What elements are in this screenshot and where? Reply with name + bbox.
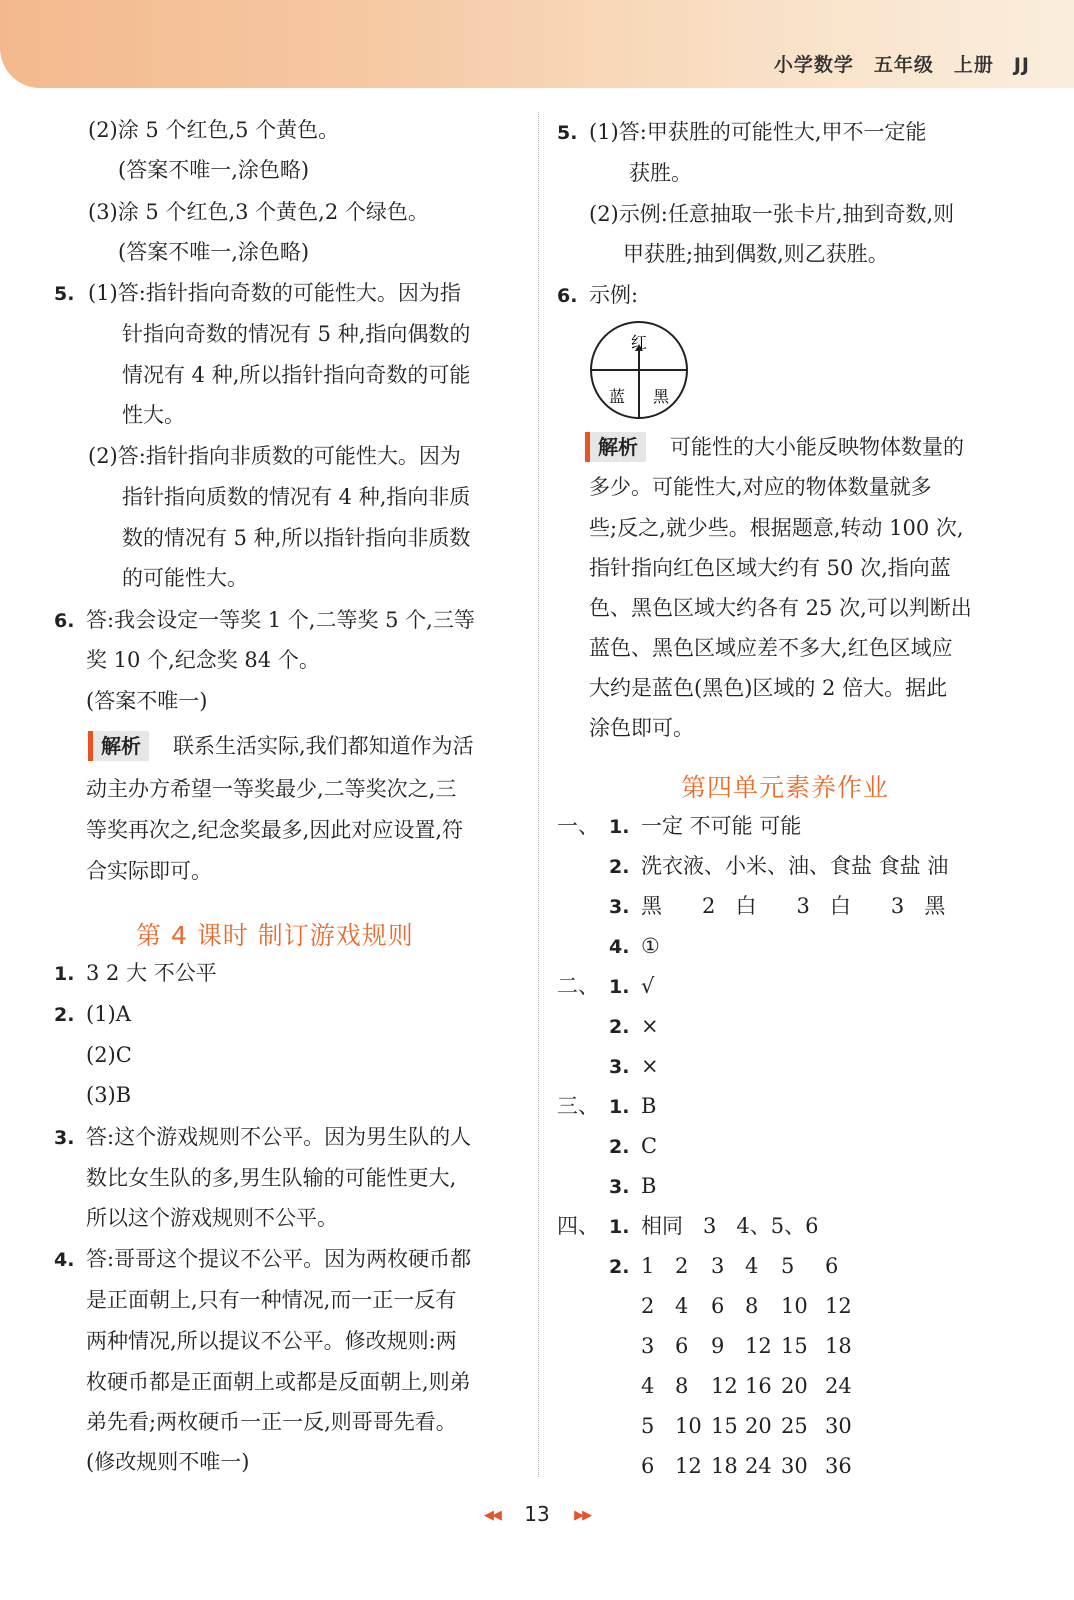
answer-line: (2)C: [86, 1043, 132, 1067]
book-info: [754, 50, 1030, 77]
table-cell: 5: [641, 1414, 655, 1438]
section-number: 二、: [557, 974, 599, 998]
answer-line: (答案不唯一): [86, 689, 208, 713]
table-cell: 2: [641, 1294, 655, 1318]
answer-line: (2)答:指针指向非质数的可能性大。因为: [88, 444, 461, 468]
red-label: 红: [630, 333, 648, 352]
blue-label: 蓝: [608, 387, 626, 406]
unit-title: 第四单元素养作业: [681, 773, 890, 802]
answer-line: (2)示例:任意抽取一张卡片,抽到奇数,则: [589, 202, 955, 226]
column-divider: [538, 112, 539, 1477]
question-number: 4.: [609, 936, 630, 958]
analysis-line: 些;反之,就少些。根据题意,转动 100 次,: [589, 516, 964, 540]
question-number: 5.: [54, 283, 75, 305]
question-number: 4.: [54, 1249, 75, 1271]
answer-line: (3)B: [86, 1083, 132, 1107]
question-number: 1.: [54, 963, 75, 985]
answer-line: 甲获胜;抽到偶数,则乙获胜。: [623, 242, 889, 266]
section-number: 三、: [557, 1094, 599, 1118]
answer-line: 奖 10 个,纪念奖 84 个。: [86, 648, 320, 672]
answer-line: 数的情况有 5 种,所以指针指向非质数: [122, 526, 471, 550]
table-cell: 20: [781, 1374, 808, 1398]
table-cell: 8: [675, 1374, 689, 1398]
analysis-line: 解析 联系生活实际,我们都知道作为活: [88, 726, 474, 766]
prev-arrow-icon: ◀◀: [483, 1508, 500, 1523]
table-cell: 1: [641, 1254, 655, 1278]
table-cell: 15: [781, 1334, 808, 1358]
analysis-tag: 解析: [585, 432, 646, 462]
grade-label: 五年级: [873, 54, 934, 76]
analysis-line: 合实际即可。: [86, 859, 212, 883]
question-number: 1.: [609, 976, 630, 998]
answer-line: (1)答:指针指向奇数的可能性大。因为指: [88, 281, 461, 305]
table-cell: 3: [711, 1254, 725, 1278]
answer-line: 答:我会设定一等奖 1 个,二等奖 5 个,三等: [86, 608, 475, 632]
table-cell: 10: [675, 1414, 702, 1438]
table-cell: 20: [745, 1414, 772, 1438]
table-cell: 30: [781, 1454, 808, 1478]
answer-line: 黑 2 白 3 白 3 黑: [641, 894, 946, 918]
table-cell: 9: [711, 1334, 725, 1358]
question-number: 1.: [609, 1096, 630, 1118]
table-cell: 6: [641, 1454, 655, 1478]
lesson-title: 第 4 课时 制订游戏规则: [136, 921, 414, 950]
question-number: 2.: [609, 856, 630, 878]
answer-line: 相同 3 4、5、6: [641, 1214, 819, 1238]
next-arrow-icon: ▶▶: [574, 1508, 591, 1523]
analysis-line: 蓝色、黑色区域应差不多大,红色区域应: [589, 636, 953, 660]
analysis-line: 色、黑色区域大约各有 25 次,可以判断出: [589, 596, 972, 620]
table-cell: 12: [745, 1334, 772, 1358]
answer-line: 的可能性大。: [122, 566, 248, 590]
answer-line: 弟先看;两枚硬币一正一反,则哥哥先看。: [86, 1410, 457, 1434]
answer-line: (答案不唯一,涂色略): [118, 240, 310, 264]
table-cell: 25: [781, 1414, 808, 1438]
answer-line: 数比女生队的多,男生队输的可能性更大,: [86, 1166, 457, 1190]
page-number: 13: [524, 1502, 550, 1526]
table-cell: 6: [675, 1334, 689, 1358]
answer-line: 洗衣液、小米、油、食盐 食盐 油: [641, 854, 949, 878]
question-number: 1.: [609, 1216, 630, 1238]
answer-line: B: [641, 1174, 657, 1198]
answer-line: 3 2 大 不公平: [86, 961, 217, 985]
table-cell: 12: [825, 1294, 852, 1318]
analysis-line: 多少。可能性大,对应的物体数量就多: [589, 475, 932, 499]
answer-line: (1)答:甲获胜的可能性大,甲不一定能: [589, 120, 927, 144]
answer-line: 所以这个游戏规则不公平。: [86, 1206, 338, 1230]
analysis-line: 等奖再次之,纪念奖最多,因此对应设置,符: [86, 818, 464, 842]
question-number: 2.: [609, 1136, 630, 1158]
question-number: 3.: [54, 1127, 75, 1149]
subject-label: 小学数学: [773, 54, 854, 76]
table-cell: 18: [825, 1334, 852, 1358]
table-cell: 4: [641, 1374, 655, 1398]
answer-line: 答:哥哥这个提议不公平。因为两枚硬币都: [86, 1247, 472, 1271]
question-number: 5.: [557, 122, 578, 144]
answer-line: (3)涂 5 个红色,3 个黄色,2 个绿色。: [88, 200, 429, 224]
answer-line: (答案不唯一,涂色略): [118, 158, 310, 182]
answer-line: 情况有 4 种,所以指针指向奇数的可能: [122, 363, 471, 387]
table-cell: 6: [825, 1254, 839, 1278]
answer-line: 获胜。: [629, 161, 692, 185]
answer-line: (2)涂 5 个红色,5 个黄色。: [88, 118, 340, 142]
table-cell: 4: [745, 1254, 759, 1278]
table-cell: 3: [641, 1334, 655, 1358]
table-cell: 24: [745, 1454, 772, 1478]
analysis-tag: 解析: [88, 731, 149, 761]
volume-label: 上册: [953, 54, 994, 76]
section-number: 四、: [557, 1214, 599, 1238]
question-number: 3.: [609, 896, 630, 918]
table-cell: 4: [675, 1294, 689, 1318]
question-number: 6.: [54, 610, 75, 632]
answer-line: 两种情况,所以提议不公平。修改规则:两: [86, 1329, 457, 1353]
answer-line: 答:这个游戏规则不公平。因为男生队的人: [86, 1125, 472, 1149]
answer-line: 针指向奇数的情况有 5 种,指向偶数的: [122, 322, 471, 346]
table-cell: 18: [711, 1454, 738, 1478]
answer-line: 一定 不可能 可能: [641, 814, 802, 838]
table-cell: 6: [711, 1294, 725, 1318]
analysis-line: 大约是蓝色(黑色)区域的 2 倍大。据此: [589, 676, 948, 700]
table-cell: 10: [781, 1294, 808, 1318]
table-cell: 30: [825, 1414, 852, 1438]
analysis-line: 解析 可能性的大小能反映物体数量的: [585, 427, 964, 467]
question-number: 1.: [609, 816, 630, 838]
table-cell: 15: [711, 1414, 738, 1438]
answer-line: 是正面朝上,只有一种情况,而一正一反有: [86, 1288, 457, 1312]
table-cell: 2: [675, 1254, 689, 1278]
question-number: 6.: [557, 285, 578, 307]
answer-line: ×: [641, 1014, 659, 1038]
analysis-line: 动主办方希望一等奖最少,二等奖次之,三: [86, 777, 457, 801]
answer-line: B: [641, 1094, 657, 1118]
table-cell: 12: [711, 1374, 738, 1398]
analysis-line: 涂色即可。: [589, 716, 694, 740]
table-cell: 5: [781, 1254, 795, 1278]
answer-line: (1)A: [86, 1002, 131, 1026]
edition-label: JJ: [1013, 54, 1030, 76]
answer-line: C: [641, 1134, 658, 1158]
question-number: 3.: [609, 1176, 630, 1198]
answer-line: 性大。: [122, 403, 185, 427]
analysis-line: 指针指向红色区域大约有 50 次,指向蓝: [589, 556, 951, 580]
question-number: 2.: [609, 1016, 630, 1038]
table-cell: 16: [745, 1374, 772, 1398]
table-cell: 36: [825, 1454, 852, 1478]
table-cell: 8: [745, 1294, 759, 1318]
page-footer: [0, 1502, 1074, 1526]
answer-line: 示例:: [589, 283, 639, 307]
answer-line: 枚硬币都是正面朝上或都是反面朝上,则弟: [86, 1370, 471, 1394]
black-label: 黑: [652, 387, 670, 406]
page-header: [0, 0, 1074, 88]
answer-line: √: [641, 974, 655, 998]
spinner-diagram: [587, 318, 691, 422]
answer-line: 指针指向质数的情况有 4 种,指向非质: [122, 485, 471, 509]
question-number: 2.: [54, 1004, 75, 1026]
answer-line: ①: [641, 934, 660, 958]
answer-line: (修改规则不唯一): [86, 1450, 250, 1474]
question-number: 2.: [609, 1256, 630, 1278]
section-number: 一、: [557, 814, 599, 838]
answer-line: ×: [641, 1054, 659, 1078]
question-number: 3.: [609, 1056, 630, 1078]
table-cell: 12: [675, 1454, 702, 1478]
table-cell: 24: [825, 1374, 852, 1398]
